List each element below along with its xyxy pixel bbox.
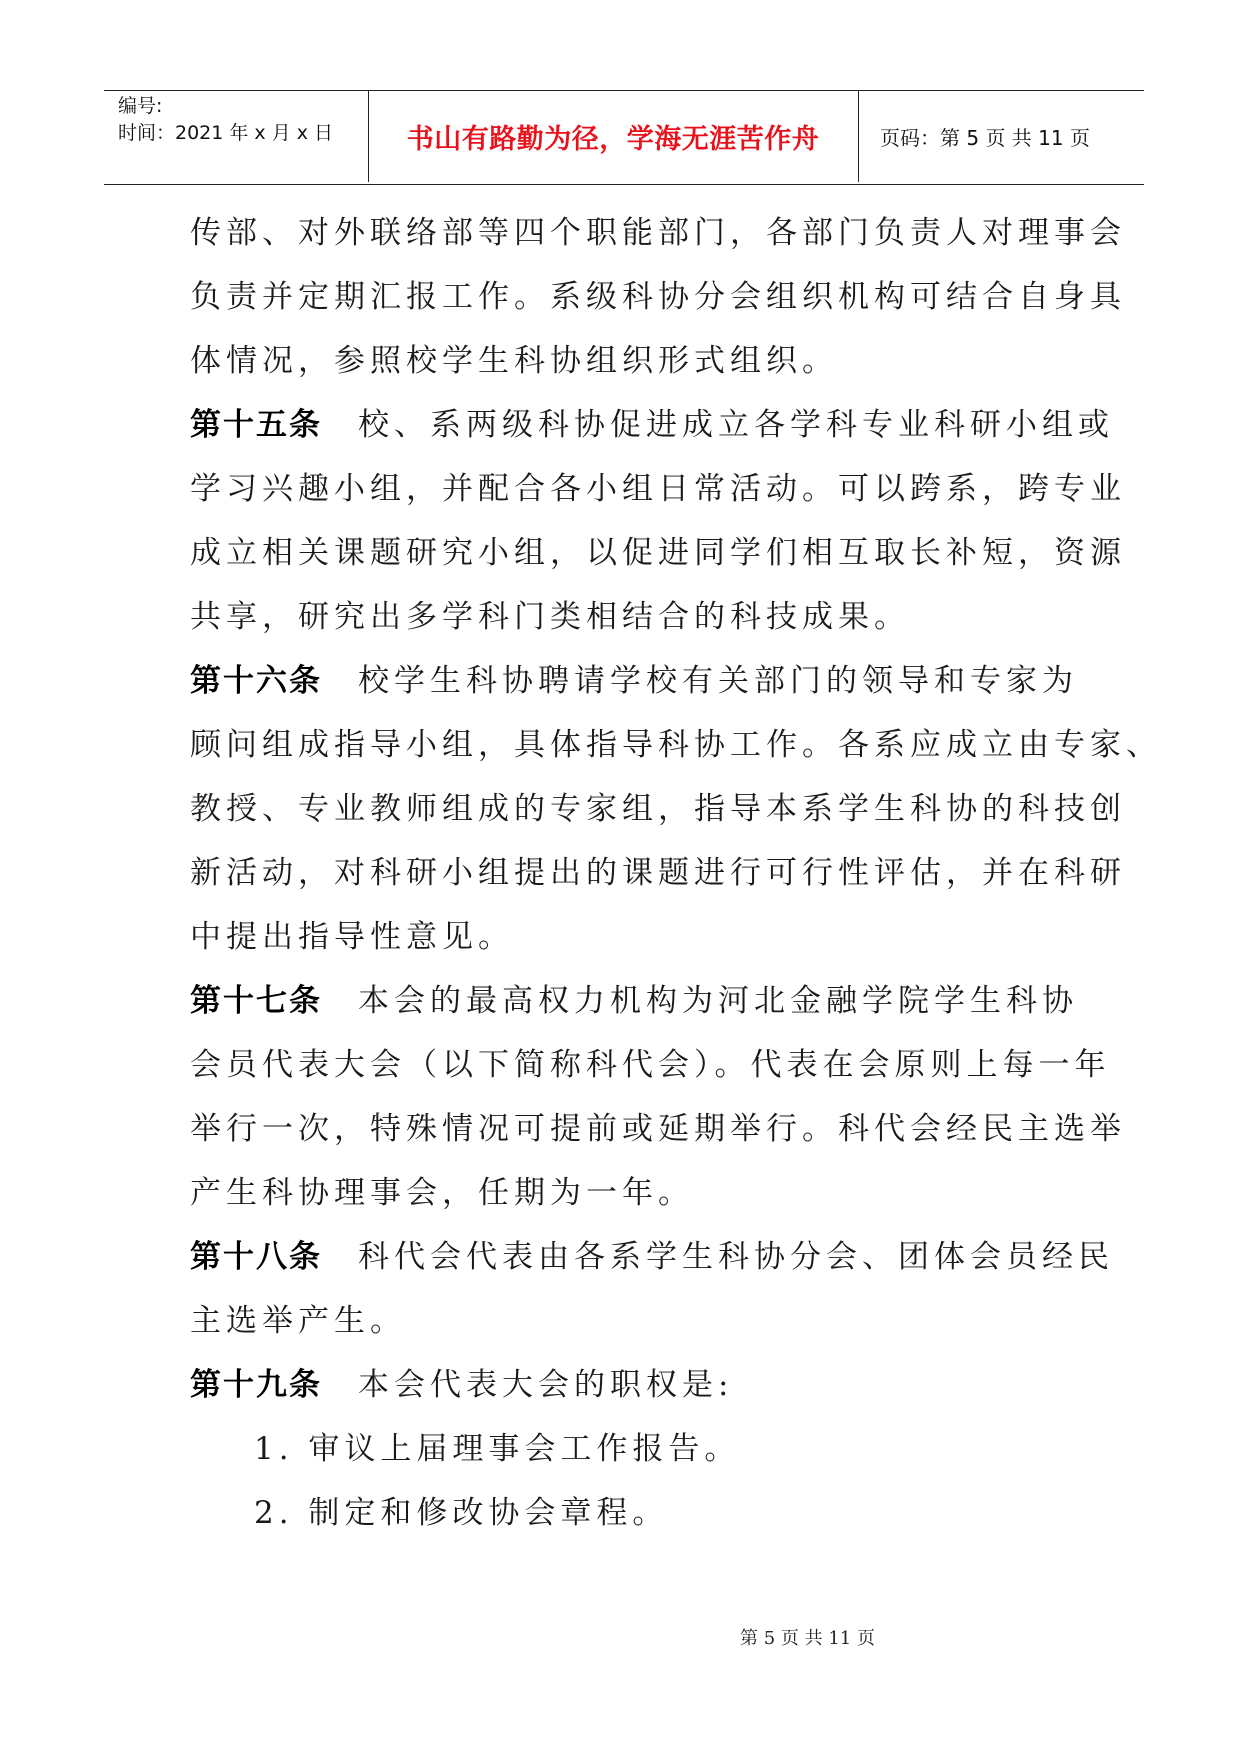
header-page-info: 页码：第 5 页 共 11 页 bbox=[880, 126, 1090, 150]
body-line: 负责并定期汇报工作。系级科协分会组织机构可结合自身具 bbox=[190, 279, 1126, 315]
header-divider bbox=[858, 91, 859, 182]
article-number: 第十八条 bbox=[190, 1239, 322, 1275]
header-motto: 书山有路勤为径，学海无涯苦作舟 bbox=[406, 124, 820, 155]
body-line: 共享，研究出多学科门类相结合的科技成果。 bbox=[190, 599, 910, 635]
document-header bbox=[104, 90, 1144, 185]
article-number: 第十九条 bbox=[190, 1367, 322, 1403]
body-line: 科代会代表由各系学生科协分会、团体会员经民 bbox=[358, 1239, 1114, 1275]
list-item: 2. 制定和修改协会章程。 bbox=[254, 1495, 669, 1531]
article-number: 第十六条 bbox=[190, 663, 322, 699]
article-16 bbox=[190, 660, 1078, 702]
article-number: 第十七条 bbox=[190, 983, 322, 1019]
header-meta bbox=[118, 93, 368, 182]
body-line: 教授、专业教师组成的专家组，指导本系学生科协的科技创 bbox=[190, 791, 1126, 827]
body-line: 校、系两级科协促进成立各学科专业科研小组或 bbox=[358, 407, 1114, 443]
body-line: 本会代表大会的职权是: bbox=[358, 1367, 734, 1403]
page-footer: 第 5 页 共 11 页 bbox=[740, 1628, 875, 1649]
body-line: 产生科协理事会，任期为一年。 bbox=[190, 1175, 694, 1211]
body-line: 新活动，对科研小组提出的课题进行可行性评估，并在科研 bbox=[190, 855, 1126, 891]
body-line: 成立相关课题研究小组，以促进同学们相互取长补短，资源 bbox=[190, 535, 1126, 571]
body-line: 学习兴趣小组，并配合各小组日常活动。可以跨系，跨专业 bbox=[190, 471, 1126, 507]
body-line: 体情况，参照校学生科协组织形式组织。 bbox=[190, 343, 838, 379]
body-line: 顾问组成指导小组，具体指导科协工作。各系应成立由专家、 bbox=[190, 727, 1162, 763]
body-line: 中提出指导性意见。 bbox=[190, 919, 514, 955]
document-body bbox=[190, 212, 1162, 1534]
list-item: 1. 审议上届理事会工作报告。 bbox=[254, 1431, 741, 1467]
article-17 bbox=[190, 980, 1078, 1022]
article-19 bbox=[190, 1364, 1070, 1406]
article-15 bbox=[190, 404, 1114, 446]
article-number: 第十五条 bbox=[190, 407, 322, 443]
body-line: 举行一次，特殊情况可提前或延期举行。科代会经民主选举 bbox=[190, 1111, 1126, 1147]
time-label: 时间：2021 年 x 月 x 日 bbox=[118, 122, 334, 144]
body-line: 本会的最高权力机构为河北金融学院学生科协 bbox=[358, 983, 1078, 1019]
body-line: 会员代表大会（以下简称科代会）。代表在会原则上每一年 bbox=[190, 1047, 1111, 1083]
article-18 bbox=[190, 1236, 1114, 1278]
code-label: 编号: bbox=[118, 95, 163, 117]
body-line: 主选举产生。 bbox=[190, 1303, 406, 1339]
body-line: 传部、对外联络部等四个职能部门，各部门负责人对理事会 bbox=[190, 215, 1126, 251]
body-line: 校学生科协聘请学校有关部门的领导和专家为 bbox=[358, 663, 1078, 699]
